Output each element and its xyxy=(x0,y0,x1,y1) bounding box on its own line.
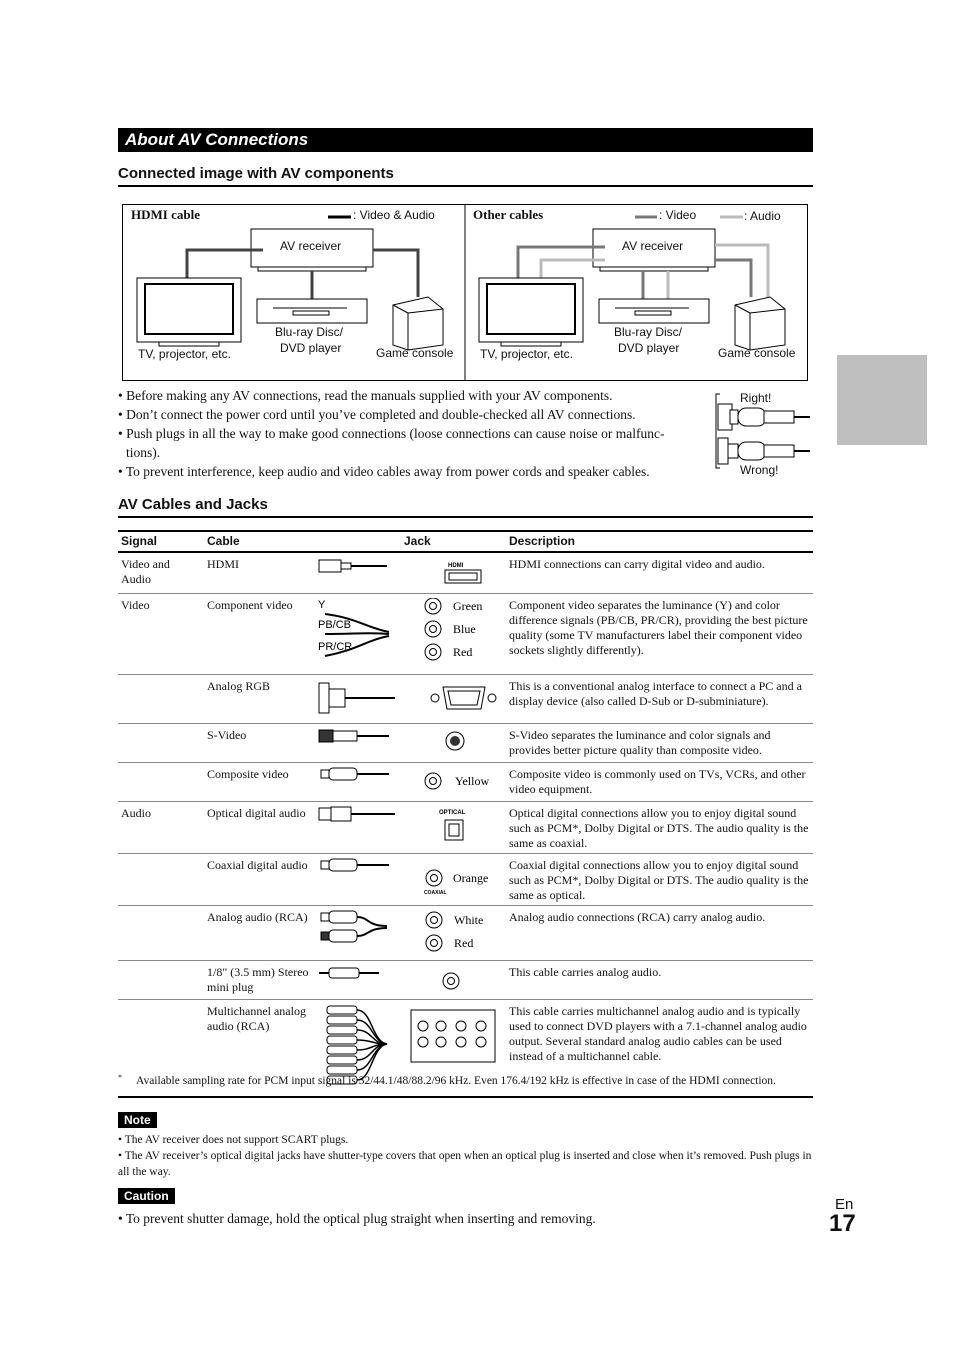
caution-text: • To prevent shutter damage, hold the optical plug straight when inserting and removing. xyxy=(118,1211,596,1226)
tv-label: TV, projector, etc. xyxy=(138,347,231,361)
notes-list xyxy=(118,1132,812,1180)
bullet: • Before making any AV connections, read the manuals supplied with your AV components. xyxy=(118,388,613,403)
table-row xyxy=(118,763,813,802)
orange-label: Orange xyxy=(453,871,489,885)
cable-cell: Component video xyxy=(204,594,314,675)
legend-audio: : Audio xyxy=(744,209,781,223)
signal-cell: Audio xyxy=(118,802,204,854)
description-cell: This is a conventional analog interface to connect a PC and a display device (also called D-Sub or D-subminiature). xyxy=(506,675,813,724)
connection-diagram xyxy=(122,204,808,381)
hdmi-jack-label: HDMI xyxy=(448,563,464,569)
table-row xyxy=(118,675,813,724)
cable-cell: Analog audio (RCA) xyxy=(204,906,314,961)
cable-cell: Coaxial digital audio xyxy=(204,854,314,906)
signal-cell xyxy=(118,763,204,802)
legend-video-audio: : Video & Audio xyxy=(353,208,435,222)
cable-cell: Composite video xyxy=(204,763,314,802)
jack-cell xyxy=(314,675,506,724)
bullet: • Don’t connect the power cord until you’ve completed and double-checked all AV connections. xyxy=(118,407,636,422)
player-label-2: DVD player xyxy=(618,341,680,355)
jack-cell xyxy=(314,594,506,675)
pb-label: PB/CB xyxy=(318,619,352,631)
signal-cell xyxy=(118,675,204,724)
footnote-text: Available sampling rate for PCM input signal is 32/44.1/48/88.2/96 kHz. Even 176.4/192 kHz is effective in case of the HDMI connection. xyxy=(136,1075,776,1087)
pr-label: PR/CR xyxy=(318,641,353,653)
optical-icon xyxy=(317,806,503,846)
plug-right-label: Right! xyxy=(740,391,772,405)
y-label: Y xyxy=(318,599,326,611)
table-row xyxy=(118,854,813,906)
description-cell: Optical digital connections allow you to enjoy digital sound such as PCM*, Dolby Digital or DTS. The audio quality is the same as coaxial. xyxy=(506,802,813,854)
legend-video: : Video xyxy=(659,208,697,222)
av-receiver-label: AV receiver xyxy=(622,239,684,253)
note-item: • The AV receiver’s optical digital jacks have shutter-type covers that open when an optical plug is inserted and close when it’s removed. Push plugs in all the way. xyxy=(118,1150,812,1178)
cable-cell: Multichannel analog audio (RCA) xyxy=(204,1000,314,1098)
cable-cell: Optical digital audio xyxy=(204,802,314,854)
cable-cell: Analog RGB xyxy=(204,675,314,724)
blue-label: Blue xyxy=(453,622,476,636)
caution-label: Caution xyxy=(118,1188,175,1204)
analog-rgb-icon xyxy=(317,679,503,717)
footnote-mark: * xyxy=(118,1073,122,1082)
precautions-list xyxy=(118,386,708,481)
description-cell: Analog audio connections (RCA) carry analog audio. xyxy=(506,906,813,961)
signal-cell xyxy=(118,854,204,906)
section-title: About AV Connections xyxy=(118,128,813,152)
cable-cell: HDMI xyxy=(204,552,314,594)
signal-cell xyxy=(118,906,204,961)
note-item: • The AV receiver does not support SCART plugs. xyxy=(118,1134,349,1146)
other-cables-title: Other cables xyxy=(473,207,544,222)
jack-cell xyxy=(314,763,506,802)
red-label: Red xyxy=(454,936,474,950)
signal-cell xyxy=(118,724,204,763)
composite-video-icon xyxy=(317,767,503,795)
jack-cell xyxy=(314,961,506,1000)
bullet: tions). xyxy=(126,445,161,460)
signal-cell xyxy=(118,961,204,1000)
white-label: White xyxy=(454,913,484,927)
subheading-connected-image: Connected image with AV components xyxy=(118,165,394,182)
tv-label: TV, projector, etc. xyxy=(480,347,573,361)
cable-cell: S-Video xyxy=(204,724,314,763)
green-label: Green xyxy=(453,599,483,613)
table-row xyxy=(118,961,813,1000)
optical-jack-label: OPTICAL xyxy=(439,810,466,816)
plug-wrong-label: Wrong! xyxy=(740,463,779,477)
subheading-cables-jacks: AV Cables and Jacks xyxy=(118,496,268,513)
hdmi-cable-title: HDMI cable xyxy=(131,207,200,222)
note-label-box xyxy=(118,1111,157,1129)
description-cell: Coaxial digital connections allow you to enjoy digital sound such as PCM*, Dolby Digital or DTS. The audio quality is the same as optical. xyxy=(506,854,813,906)
column-header: Jack xyxy=(314,531,506,552)
table-row xyxy=(118,802,813,854)
yellow-label: Yellow xyxy=(455,774,490,788)
red-label: Red xyxy=(453,645,473,659)
coaxial-icon xyxy=(317,858,503,898)
description-cell: This cable carries multichannel analog audio and is typically used to connect DVD players with a 7.1-channel analog audio output. Several standard analog audio cables can be used instead of a multichannel cable. xyxy=(506,1000,813,1098)
signal-cell: Video and Audio xyxy=(118,552,204,594)
mini-plug-icon xyxy=(317,965,503,993)
player-label-2: DVD player xyxy=(280,341,342,355)
hdmi-jack-icon xyxy=(317,557,503,587)
coaxial-jack-label: COAXIAL xyxy=(424,890,447,896)
console-label: Game console xyxy=(376,346,454,360)
console-label: Game console xyxy=(718,346,796,360)
table-row xyxy=(118,724,813,763)
analog-audio-icon xyxy=(317,910,503,954)
page-language: En xyxy=(835,1196,854,1213)
bullet: • To prevent interference, keep audio and video cables away from power cords and speaker cables. xyxy=(118,464,650,479)
side-tab xyxy=(837,355,927,445)
jack-cell xyxy=(314,802,506,854)
cable-cell: 1/8" (3.5 mm) Stereo mini plug xyxy=(204,961,314,1000)
signal-cell: Video xyxy=(118,594,204,675)
description-cell: Composite video is commonly used on TVs, VCRs, and other video equipment. xyxy=(506,763,813,802)
description-cell: Component video separates the luminance (Y) and color difference signals (PB/CB, PR/CR), providing the best picture quality (some TV manufacturers label their component video sockets slightly differently). xyxy=(506,594,813,675)
cables-table xyxy=(118,530,813,1098)
caution-label-box xyxy=(118,1187,175,1205)
description-cell: S-Video separates the luminance and color signals and provides better picture quality than composite video. xyxy=(506,724,813,763)
jack-cell xyxy=(314,854,506,906)
table-row xyxy=(118,906,813,961)
column-header: Signal xyxy=(118,531,204,552)
table-row xyxy=(118,552,813,594)
s-video-icon xyxy=(317,728,503,756)
page-number: 17 xyxy=(829,1210,856,1237)
jack-cell xyxy=(314,724,506,763)
jack-cell xyxy=(314,552,506,594)
note-label: Note xyxy=(118,1112,157,1128)
column-header: Cable xyxy=(204,531,314,552)
bullet: • Push plugs in all the way to make good connections (loose connections can cause noise or malfunc- xyxy=(118,426,665,441)
player-label-1: Blu-ray Disc/ xyxy=(275,325,344,339)
jack-cell xyxy=(314,906,506,961)
player-label-1: Blu-ray Disc/ xyxy=(614,325,683,339)
table-row xyxy=(118,594,813,675)
description-cell: This cable carries analog audio. xyxy=(506,961,813,1000)
component-video-icon xyxy=(317,598,503,668)
av-receiver-label: AV receiver xyxy=(280,239,342,253)
column-header: Description xyxy=(506,531,813,552)
divider xyxy=(118,516,813,518)
divider xyxy=(118,185,813,187)
description-cell: HDMI connections can carry digital video and audio. xyxy=(506,552,813,594)
